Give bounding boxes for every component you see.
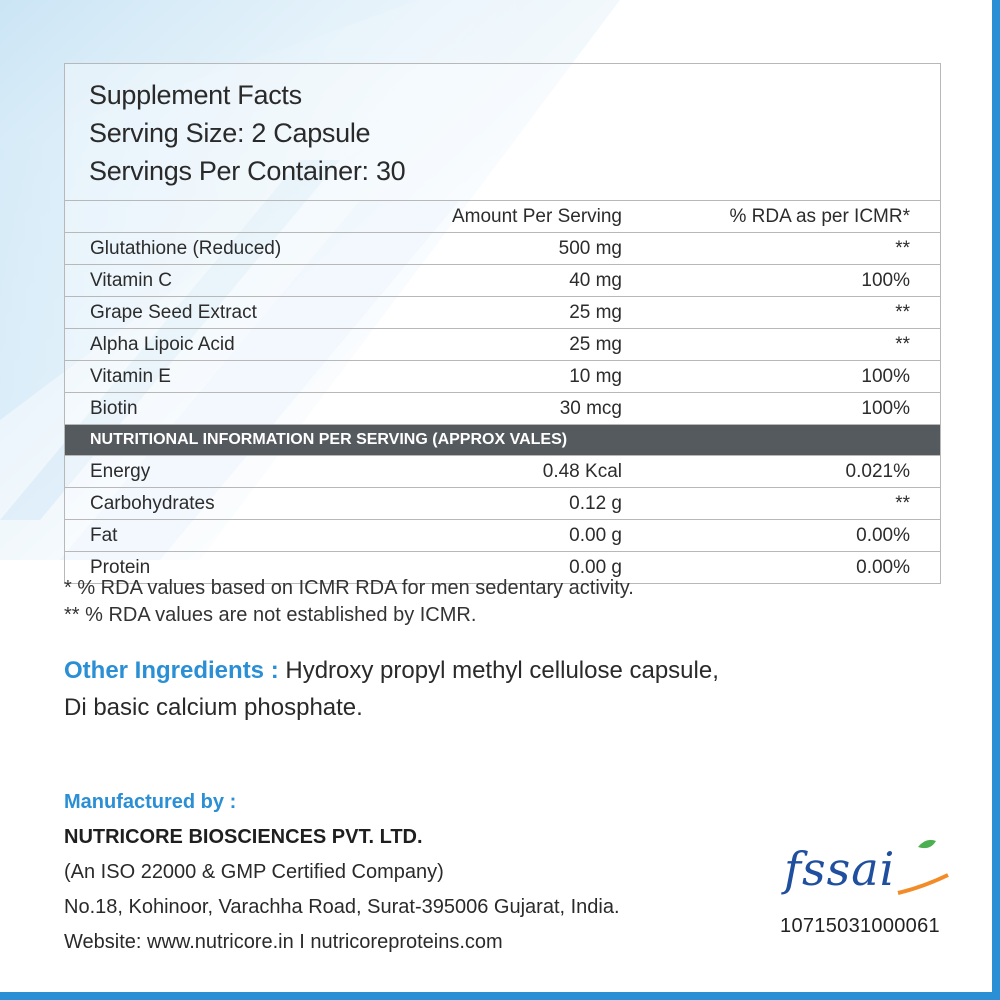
ingredients-label: Other Ingredients : [64, 657, 279, 684]
supplement-facts-table [64, 63, 941, 584]
nutrition-rda: 0.021% [845, 460, 910, 482]
fssai-logo-icon [778, 835, 958, 897]
footnotes [64, 575, 634, 629]
certification-text: (An ISO 22000 & GMP Certified Company) [64, 861, 444, 883]
servings-per-container: Servings Per Container: 30 [89, 156, 406, 186]
footnote-double-star: ** % RDA values are not established by ICMR. [64, 604, 477, 626]
nutrient-amount: 500 mg [558, 237, 622, 259]
table-row [65, 456, 940, 488]
nutrition-amount: 0.48 Kcal [542, 460, 622, 482]
table-row [65, 233, 940, 265]
company-name: NUTRICORE BIOSCIENCES PVT. LTD. [64, 826, 423, 848]
serving-size: Serving Size: 2 Capsule [89, 118, 371, 148]
nutrient-name: Vitamin C [90, 269, 173, 291]
nutrient-name: Biotin [90, 397, 138, 419]
fssai-license-number: 10715031000061 [780, 915, 940, 937]
nutrient-rda: ** [895, 333, 910, 355]
nutrient-rda: 100% [861, 397, 910, 419]
fssai-logo-text: fssai [784, 842, 896, 896]
table-row [65, 520, 940, 552]
ingredients-text-2: Di basic calcium phosphate. [64, 694, 363, 721]
manufacturer-label: Manufactured by : [64, 791, 237, 813]
nutrient-name: Alpha Lipoic Acid [90, 333, 235, 355]
nutrition-name: Energy [90, 460, 151, 482]
nutrient-name: Glutathione (Reduced) [90, 237, 282, 259]
column-header-rda: % RDA as per ICMR* [729, 205, 910, 227]
facts-header [65, 64, 940, 201]
nutrition-amount: 0.00 g [569, 524, 622, 546]
table-header-row [65, 201, 940, 233]
nutrient-rda: 100% [861, 269, 910, 291]
nutrition-rda: ** [895, 492, 910, 514]
nutrition-amount: 0.00 g [569, 556, 622, 578]
nutrition-amount: 0.12 g [569, 492, 622, 514]
facts-title: Supplement Facts [89, 80, 302, 110]
column-header-amount: Amount Per Serving [451, 205, 622, 227]
nutrition-rda: 0.00% [856, 556, 910, 578]
nutrient-rda: ** [895, 237, 910, 259]
table-row [65, 297, 940, 329]
nutrient-name: Vitamin E [90, 365, 171, 387]
website-text: Website: www.nutricore.in I nutricoreproteins.com [64, 931, 503, 953]
nutrition-info-band: NUTRITIONAL INFORMATION PER SERVING (APPROX VALES) [65, 425, 940, 456]
footnote-single-star: * % RDA values based on ICMR RDA for men sedentary activity. [64, 577, 634, 599]
nutrient-amount: 25 mg [569, 301, 622, 323]
nutrient-amount: 10 mg [569, 365, 622, 387]
other-ingredients [64, 652, 719, 726]
nutrient-name: Grape Seed Extract [90, 301, 257, 323]
table-row [65, 329, 940, 361]
nutrition-rda: 0.00% [856, 524, 910, 546]
manufacturer-block [64, 785, 620, 960]
fssai-block [778, 835, 958, 935]
table-row [65, 265, 940, 297]
table-row [65, 488, 940, 520]
nutrient-amount: 25 mg [569, 333, 622, 355]
table-row [65, 393, 940, 425]
nutrient-rda: 100% [861, 365, 910, 387]
nutrient-amount: 30 mcg [559, 397, 622, 419]
table-row [65, 361, 940, 393]
nutrient-rda: ** [895, 301, 910, 323]
ingredients-text-1: Hydroxy propyl methyl cellulose capsule, [278, 657, 719, 684]
address-text: No.18, Kohinoor, Varachha Road, Surat-395006 Gujarat, India. [64, 896, 620, 918]
ingredients-line-1 [64, 652, 719, 689]
nutrient-amount: 40 mg [569, 269, 622, 291]
nutrition-name: Protein [90, 556, 151, 578]
nutrition-name: Fat [90, 524, 118, 546]
nutrition-name: Carbohydrates [90, 492, 215, 514]
